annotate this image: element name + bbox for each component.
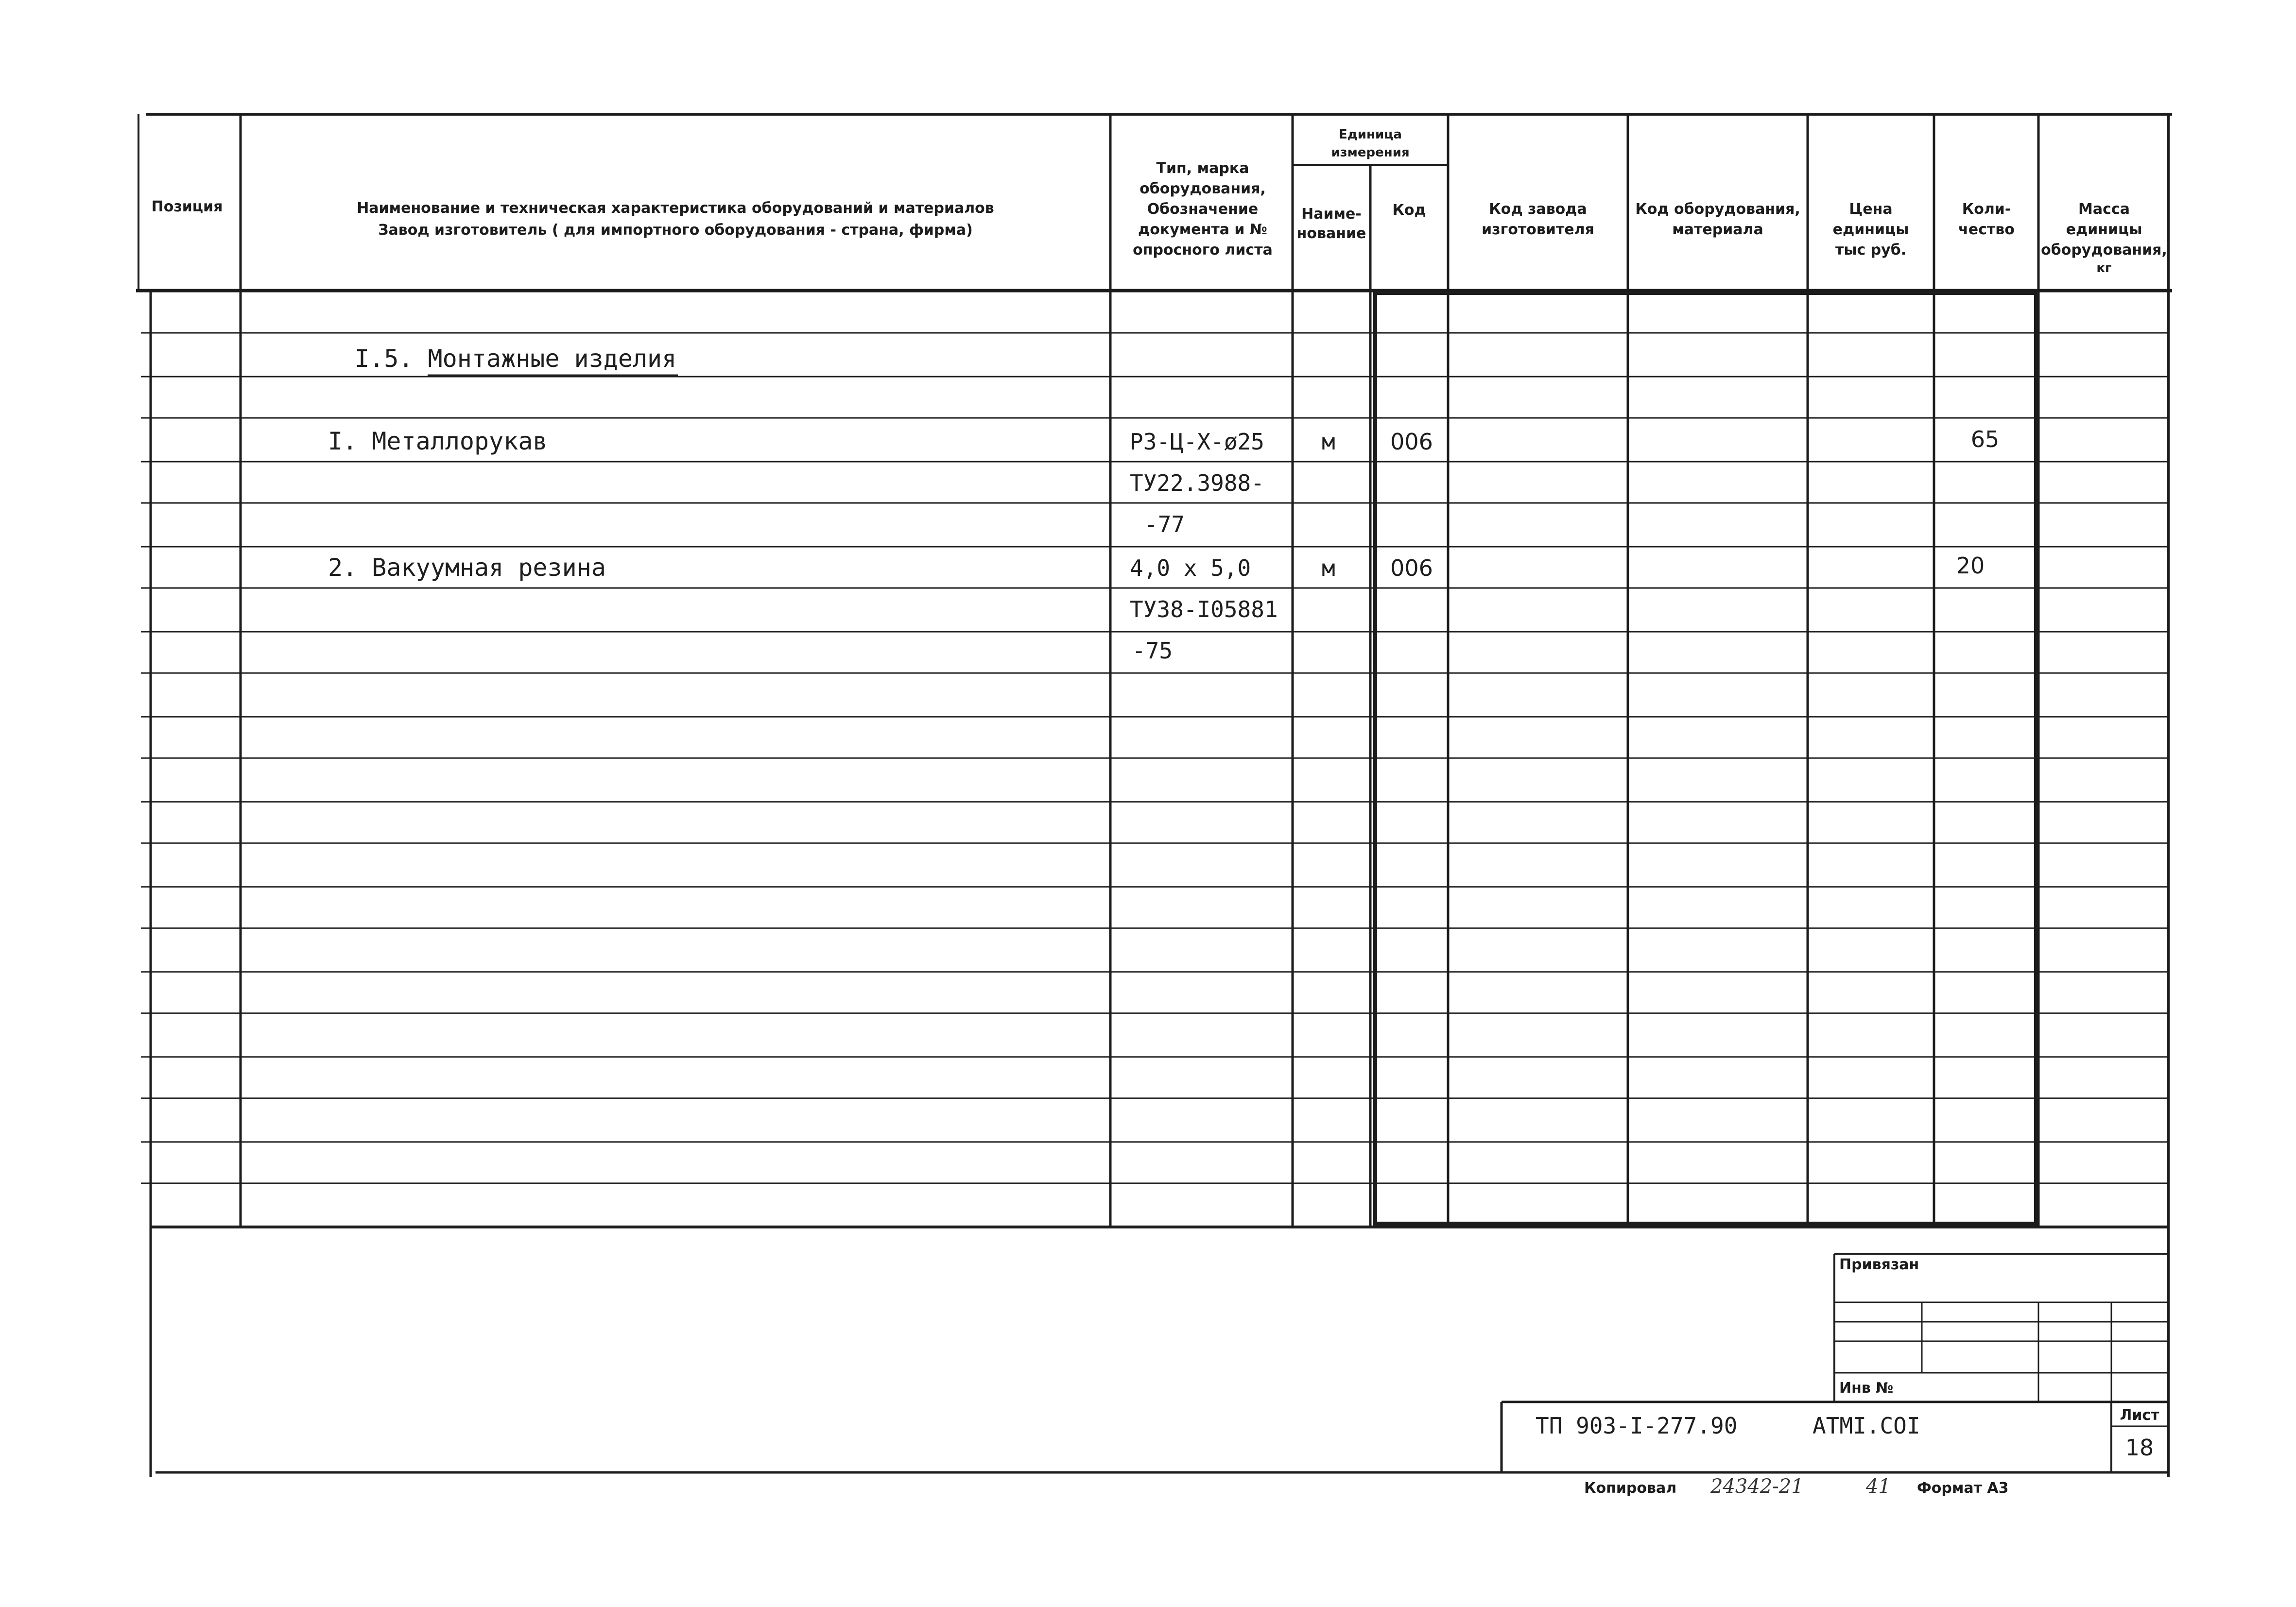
item-qty: 65 xyxy=(1970,426,2000,452)
format-label: Формат А3 xyxy=(1917,1480,2009,1497)
item-type-line: ТУ22.3988- xyxy=(1130,470,1264,496)
copy-number: 24342-21 xyxy=(1710,1475,1804,1498)
header-plant-code: Код завода xyxy=(1489,201,1587,218)
header-price: Цена xyxy=(1849,201,1893,218)
item-type-line: 4,0 х 5,0 xyxy=(1130,555,1251,581)
header-position: Позиция xyxy=(151,198,223,215)
header-plant-code: изготовителя xyxy=(1482,221,1594,238)
header-mass: кг xyxy=(2096,261,2112,276)
header-type-line: документа и № xyxy=(1138,221,1267,238)
item-code: 006 xyxy=(1390,555,1433,581)
header-type-line: оборудования, xyxy=(1139,180,1266,197)
doc-mark: АТМI.COI xyxy=(1813,1413,1920,1439)
item-name: I. Металлорукав xyxy=(328,427,548,455)
copy-extra: 41 xyxy=(1866,1475,1891,1498)
item-unit: м xyxy=(1322,555,1335,581)
header-price: единицы xyxy=(1832,221,1909,238)
item-name: 2. Вакуумная резина xyxy=(328,553,606,582)
header-type-line: Обозначение xyxy=(1147,201,1259,218)
header-unit-group: измерения xyxy=(1331,145,1410,160)
header-qty: Коли- xyxy=(1962,201,2011,218)
header-name-line1: Наименование и техническая характеристика оборудований и материалов xyxy=(357,200,994,217)
stamp-inv-label: Инв № xyxy=(1839,1380,1894,1397)
header-mass: Масса xyxy=(2078,201,2130,218)
table-row xyxy=(328,426,1999,537)
header-price: тыс руб. xyxy=(1835,242,1907,259)
item-code: 006 xyxy=(1390,429,1433,455)
header-mass: единицы xyxy=(2066,221,2142,238)
header-name-line2: Завод изготовитель ( для импортного оборудования - страна, фирма) xyxy=(378,222,973,239)
item-type-line: ТУ38-I05881 xyxy=(1130,596,1278,622)
header-mass: оборудования, xyxy=(2041,242,2167,259)
header-unit-group: Единица xyxy=(1339,127,1402,142)
header-type-cell xyxy=(1133,160,1273,259)
item-unit: м xyxy=(1322,429,1335,455)
item-type-line: -75 xyxy=(1132,638,1173,664)
header-unit-name: Наиме- xyxy=(1301,206,1362,223)
header-unit-code: Код xyxy=(1392,202,1426,219)
copied-label: Копировал xyxy=(1584,1480,1677,1497)
stamp-tied-label: Привязан xyxy=(1839,1256,1919,1273)
section-title: I.5. Монтажные изделия xyxy=(355,345,677,373)
item-type-line: РЗ-Ц-Х-ø25 xyxy=(1130,429,1264,455)
header-equip-code: Код оборудования, xyxy=(1635,201,1800,218)
header-unit-name: нование xyxy=(1296,225,1366,242)
header-qty: чество xyxy=(1958,221,2015,238)
item-qty: 20 xyxy=(1956,553,1985,579)
sheet-label: Лист xyxy=(2120,1407,2159,1424)
item-type-line: -77 xyxy=(1144,511,1185,537)
doc-code: ТП 903-I-277.90 xyxy=(1536,1413,1738,1439)
header-equip-code: материала xyxy=(1672,221,1763,238)
sheet-number: 18 xyxy=(2125,1434,2154,1461)
table-row xyxy=(328,553,1985,664)
header-type-line: Тип, марка xyxy=(1156,160,1249,177)
header-type-line: опросного листа xyxy=(1133,242,1273,259)
